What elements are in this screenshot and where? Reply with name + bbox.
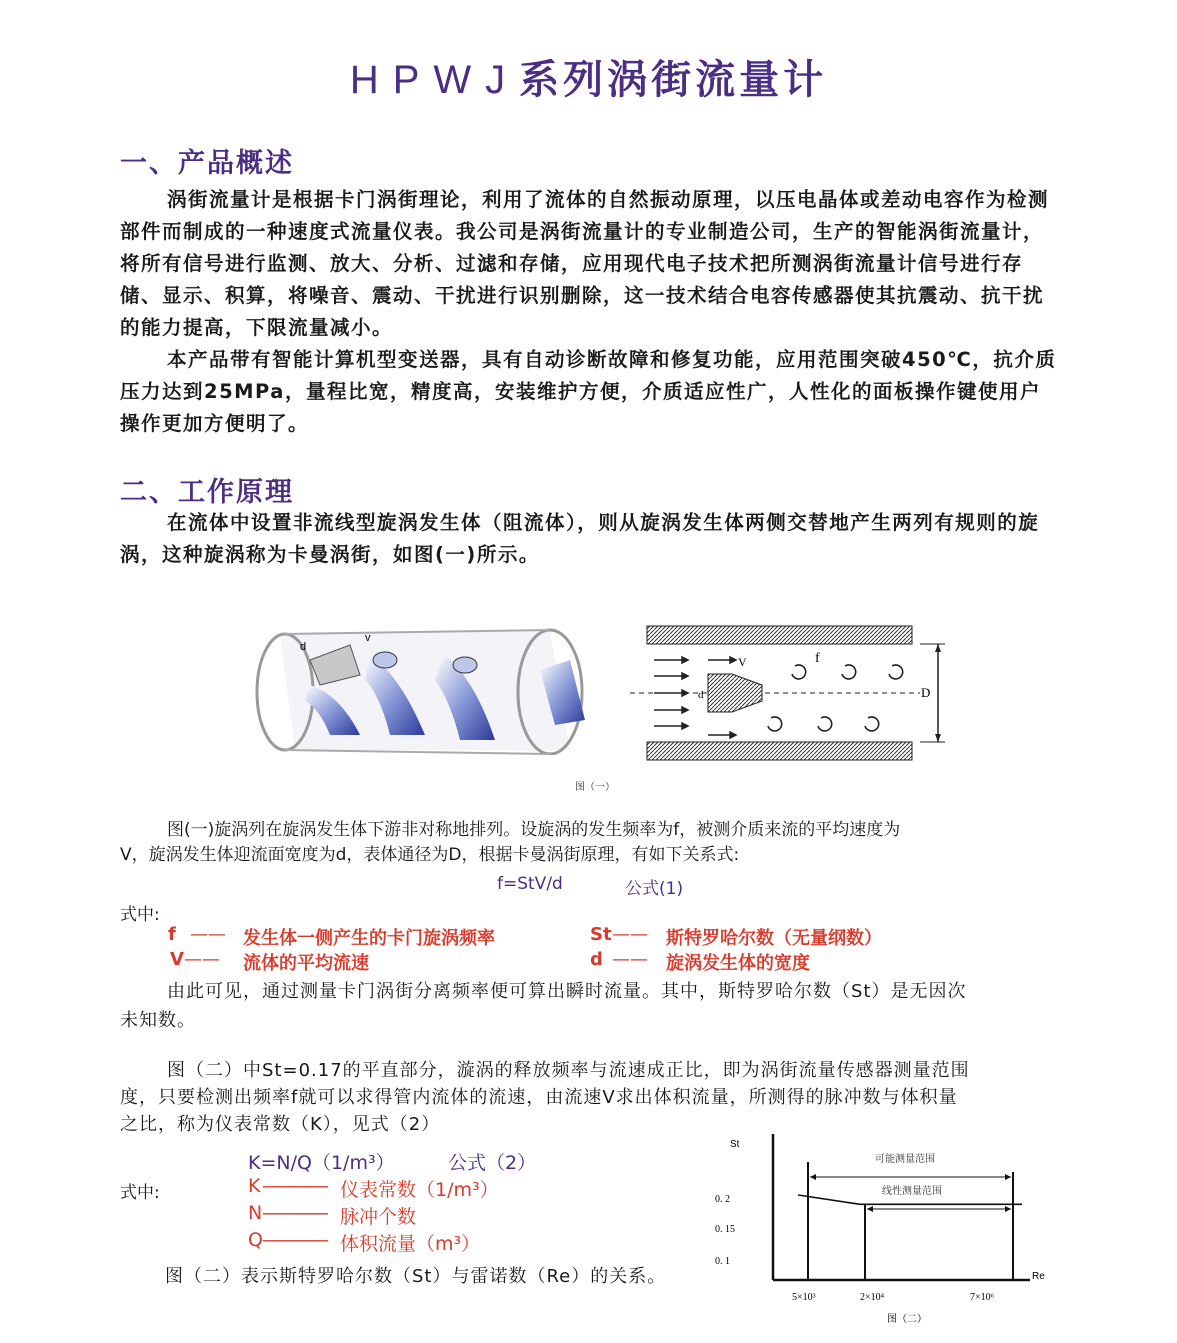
figure1-label-f: f	[815, 651, 820, 666]
def-v-desc: 流体的平均流速	[243, 953, 369, 974]
section1-paragraph-2: 本产品带有智能计算机型变送器，具有自动诊断故障和修复功能，应用范围突破450℃，抗介质压力达到25MPa，量程比宽，精度高，安装维护方便，介质适应性广，人性化的面板操作键使用户操作更加方便明了。	[120, 348, 1057, 435]
def-n-symbol: N	[248, 1202, 263, 1224]
def-k-desc: 仪表常数（1/m³）	[340, 1179, 499, 1201]
figure1-schematic	[630, 622, 960, 767]
explain2-line-4: 图（二）表示斯特罗哈尔数（St）与雷诺数（Re）的关系。	[165, 1266, 667, 1287]
y-axis-label: St	[730, 1139, 740, 1150]
figure1-label-D: D	[921, 685, 931, 700]
section1-body	[120, 184, 1060, 440]
formula-1: f=StV/d	[497, 874, 563, 894]
x-tick-label: 7×10⁶	[970, 1292, 995, 1303]
explain1-where: 式中:	[120, 905, 160, 925]
explain2-line-3: 之比，称为仪表常数（K），见式（2）	[120, 1114, 441, 1135]
section2-heading: 二、工作原理	[120, 477, 294, 508]
section2-body	[120, 507, 1060, 571]
x-tick-label: 5×10³	[792, 1292, 816, 1303]
def-d-desc: 旋涡发生体的宽度	[666, 953, 810, 974]
def-f-dash: ——	[190, 924, 226, 945]
explain1-line-2: V，旋涡发生体迎流面宽度为d，表体通径为D，根据卡曼涡街原理，有如下关系式:	[120, 845, 740, 865]
explain2-line-1: 图（二）中St=0.17的平直部分，漩涡的释放频率与流速成正比，即为涡街流量传感器测量范围	[167, 1060, 970, 1081]
def-f-desc: 发生体一侧产生的卡门旋涡频率	[243, 928, 495, 949]
explain1-line-4: 未知数。	[120, 1010, 196, 1031]
title-cn: 系列涡街流量计	[519, 57, 828, 103]
figure2-caption: 图（二）	[887, 1314, 927, 1325]
def-d-dash: ——	[612, 949, 648, 970]
figure1-label-d-schematic: d	[698, 689, 704, 701]
def-k-symbol: K	[248, 1175, 261, 1197]
y-tick-label: 0. 1	[715, 1256, 730, 1267]
explain2-line-2: 度，只要检测出频率f就可以求得管内流体的流速，由流速V求出体积流量，所测得的脉冲数与体积量	[120, 1087, 958, 1108]
def-q-desc: 体积流量（m³）	[340, 1233, 481, 1255]
x-tick-label: 2×10⁴	[860, 1292, 885, 1303]
explain2-where: 式中:	[120, 1183, 160, 1203]
figure1-label-d: d	[300, 641, 307, 653]
pipe-wall-top	[647, 626, 912, 644]
section1-heading: 一、产品概述	[120, 148, 294, 179]
explain1-line-1: 图(一)旋涡列在旋涡发生体下游非对称地排列。设旋涡的发生频率为f，被测介质来流的平均速度为	[167, 820, 901, 840]
title-latin: HPWJ	[349, 58, 520, 102]
section2-paragraph-1: 在流体中设置非流线型旋涡发生体（阻流体），则从旋涡发生体两侧交替地产生两列有规则的旋涡，这种旋涡称为卡曼涡街，如图(一)所示。	[120, 511, 1040, 566]
pipe-wall-bottom	[647, 742, 912, 760]
def-st-symbol: St	[590, 924, 612, 945]
y-tick-label: 0. 2	[715, 1194, 730, 1205]
def-k-dash: ————	[262, 1175, 326, 1197]
def-st-dash: ——	[612, 924, 648, 945]
y-tick-label: 0. 15	[715, 1224, 735, 1235]
figure2-chart	[700, 1132, 1060, 1332]
def-st-desc: 斯特罗哈尔数（无量纲数）	[666, 928, 882, 949]
bluff-body	[708, 674, 762, 712]
def-v-symbol: V	[170, 949, 184, 970]
def-v-dash: ——	[184, 949, 220, 970]
def-q-symbol: Q	[248, 1229, 263, 1251]
figure1-caption: 图（一）	[575, 782, 615, 793]
explain1-block	[120, 818, 1060, 868]
section1-paragraph-1: 涡街流量计是根据卡门涡街理论，利用了流体的自然振动原理，以压电晶体或差动电容作为检测部件而制成的一种速度式流量仪表。我公司是涡街流量计的专业制造公司，生产的智能涡街流量计，将所有信号进行监测、放大、分析、过滤和存储，应用现代电子技术把所测涡街流量计信号进行存储、显示、积算，将噪音、震动、干扰进行识别删除，这一技术结合电容传感器使其抗震动、抗干扰的能力提高，下限流量减小。	[120, 188, 1050, 339]
formula-1-label: 公式(1)	[625, 879, 684, 899]
figure1-label-v: v	[365, 632, 371, 644]
explain1-line-3: 由此可见，通过测量卡门涡街分离频率便可算出瞬时流量。其中，斯特罗哈尔数（St）是无因次	[167, 981, 967, 1002]
formula-2: K=N/Q（1/m³）	[248, 1152, 395, 1174]
def-d-symbol: d	[590, 949, 603, 970]
annotation-linear-range: 线性测量范围	[882, 1186, 942, 1197]
page-title	[0, 48, 1177, 105]
explain1-conclusion	[120, 977, 1060, 1035]
formula-2-label: 公式（2）	[448, 1152, 537, 1174]
explain2-block	[120, 1057, 1060, 1138]
annotation-possible-range: 可能测量范围	[875, 1154, 935, 1165]
def-q-dash: ————	[262, 1229, 326, 1251]
figure1-3d-pipe	[250, 625, 595, 755]
x-axis-label: Re	[1032, 1271, 1045, 1282]
def-n-dash: ————	[262, 1202, 326, 1224]
figure1-label-V: V	[738, 655, 747, 669]
def-n-desc: 脉冲个数	[340, 1206, 417, 1228]
def-f-symbol: f	[168, 924, 176, 945]
